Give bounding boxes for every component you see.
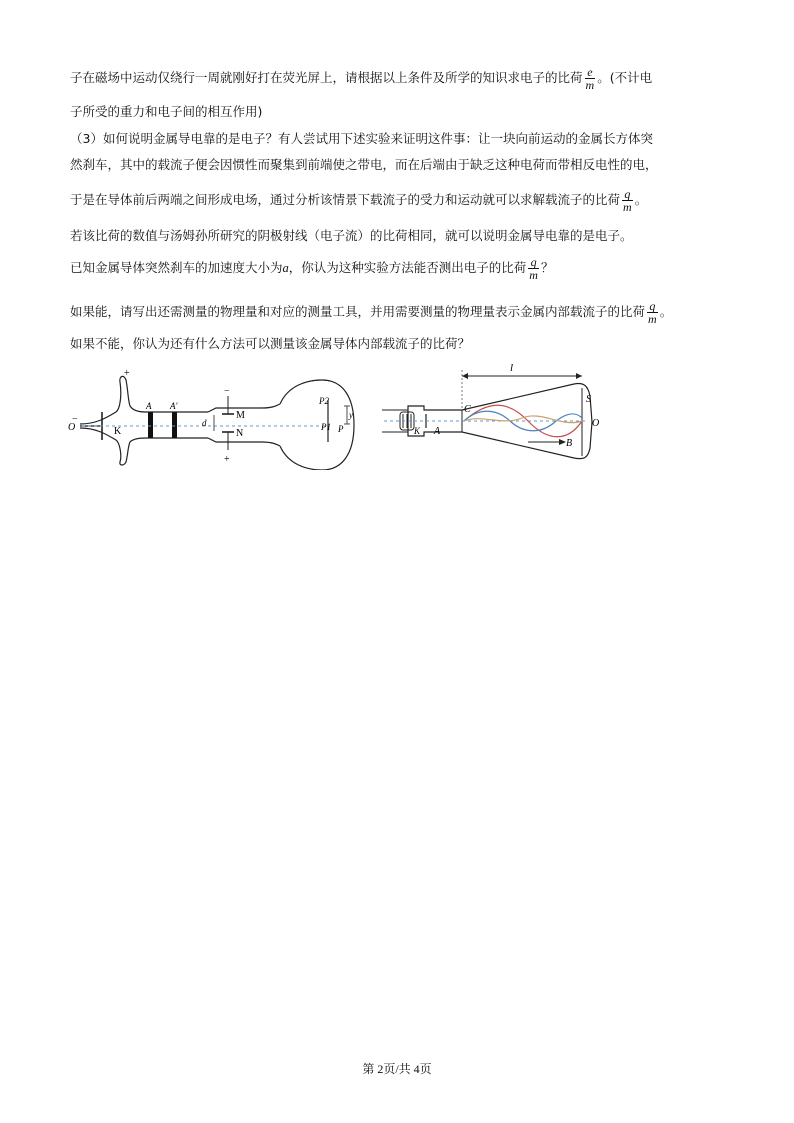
figure-magnetic-tube (378, 362, 618, 466)
para3-line1: （3）如何说明金属导电靠的是电子？有人尝试用下述实验来证明这件事：让一块向前运动的金属长方体突 (70, 131, 653, 146)
fraction-q-over-m: $\frac{q}{m}$ (623, 187, 632, 214)
fraction-e-over-m: $\frac{e}{m}$ (585, 65, 595, 92)
para3-line2: 然刹车，其中的载流子便会因惯性而聚集到前端使之带电，而在后端由于缺乏这种电荷而带相反电性的电， (70, 157, 658, 172)
label-b: B (566, 438, 573, 449)
fraction-q-over-m: $\frac{q}{m}$ (529, 255, 538, 282)
para3-line5: 已知金属导体突然刹车的加速度大小为a，你认为这种实验方法能否测出电子的比荷 $\frac{q}{m}$ ？ (70, 255, 554, 282)
label-plus-n: + (224, 454, 230, 465)
label-k: K (414, 426, 421, 436)
para3-line3: 于是在导体前后两端之间形成电场，通过分析该情景下载流子的受力和运动就可以求解载流子的比荷 $\frac{q}{m}$ 。 (70, 187, 648, 214)
label-p1: P1 (321, 422, 331, 432)
para1-line2: 子所受的重力和电子间的相互作用) (70, 104, 263, 119)
label-n: N (236, 428, 244, 439)
figure-thomson-tube (66, 366, 366, 470)
label-plus-top: + (124, 368, 130, 379)
label-l: l (510, 362, 514, 374)
fraction-q-over-m: $\frac{q}{m}$ (648, 299, 657, 326)
label-minus-m: − (224, 386, 230, 397)
para1-line1: 子在磁场中运动仅绕行一周就刚好打在荧光屏上，请根据以上条件及所学的知识求电子的比荷 $\frac{e}{m}$ 。(不计电 (70, 65, 653, 92)
label-a: A (146, 401, 152, 411)
label-a: A (434, 426, 441, 437)
label-minus-left: − (72, 414, 78, 425)
anode-a-prime-block (172, 412, 177, 438)
label-o: O (592, 418, 600, 429)
para3-line7: 如果不能，你认为还有什么方法可以测量该金属导体内部载流子的比荷？ (70, 336, 471, 351)
label-d: d (202, 418, 207, 428)
label-c: C (464, 404, 471, 415)
label-p: P (338, 424, 344, 434)
label-m: M (236, 410, 245, 421)
label-o: O (68, 422, 76, 433)
anode-a-block (148, 412, 153, 438)
label-a-prime: A' (170, 401, 178, 411)
label-p2: P2 (319, 396, 329, 406)
page-footer: 第 2页/共 4页 (362, 1062, 432, 1076)
para3-line4: 若该比荷的数值与汤姆孙所研究的阴极射线（电子流）的比荷相同，就可以说明金属导电靠的是电子。 (70, 228, 633, 243)
label-k: K (114, 426, 122, 437)
label-s: S (586, 394, 591, 405)
label-y: y (349, 410, 353, 420)
para3-line6: 如果能，请写出还需测量的物理量和对应的测量工具，并用需要测量的物理量表示金属内部载流子的比荷 $\frac{q}{m}$ 。 (70, 299, 673, 326)
